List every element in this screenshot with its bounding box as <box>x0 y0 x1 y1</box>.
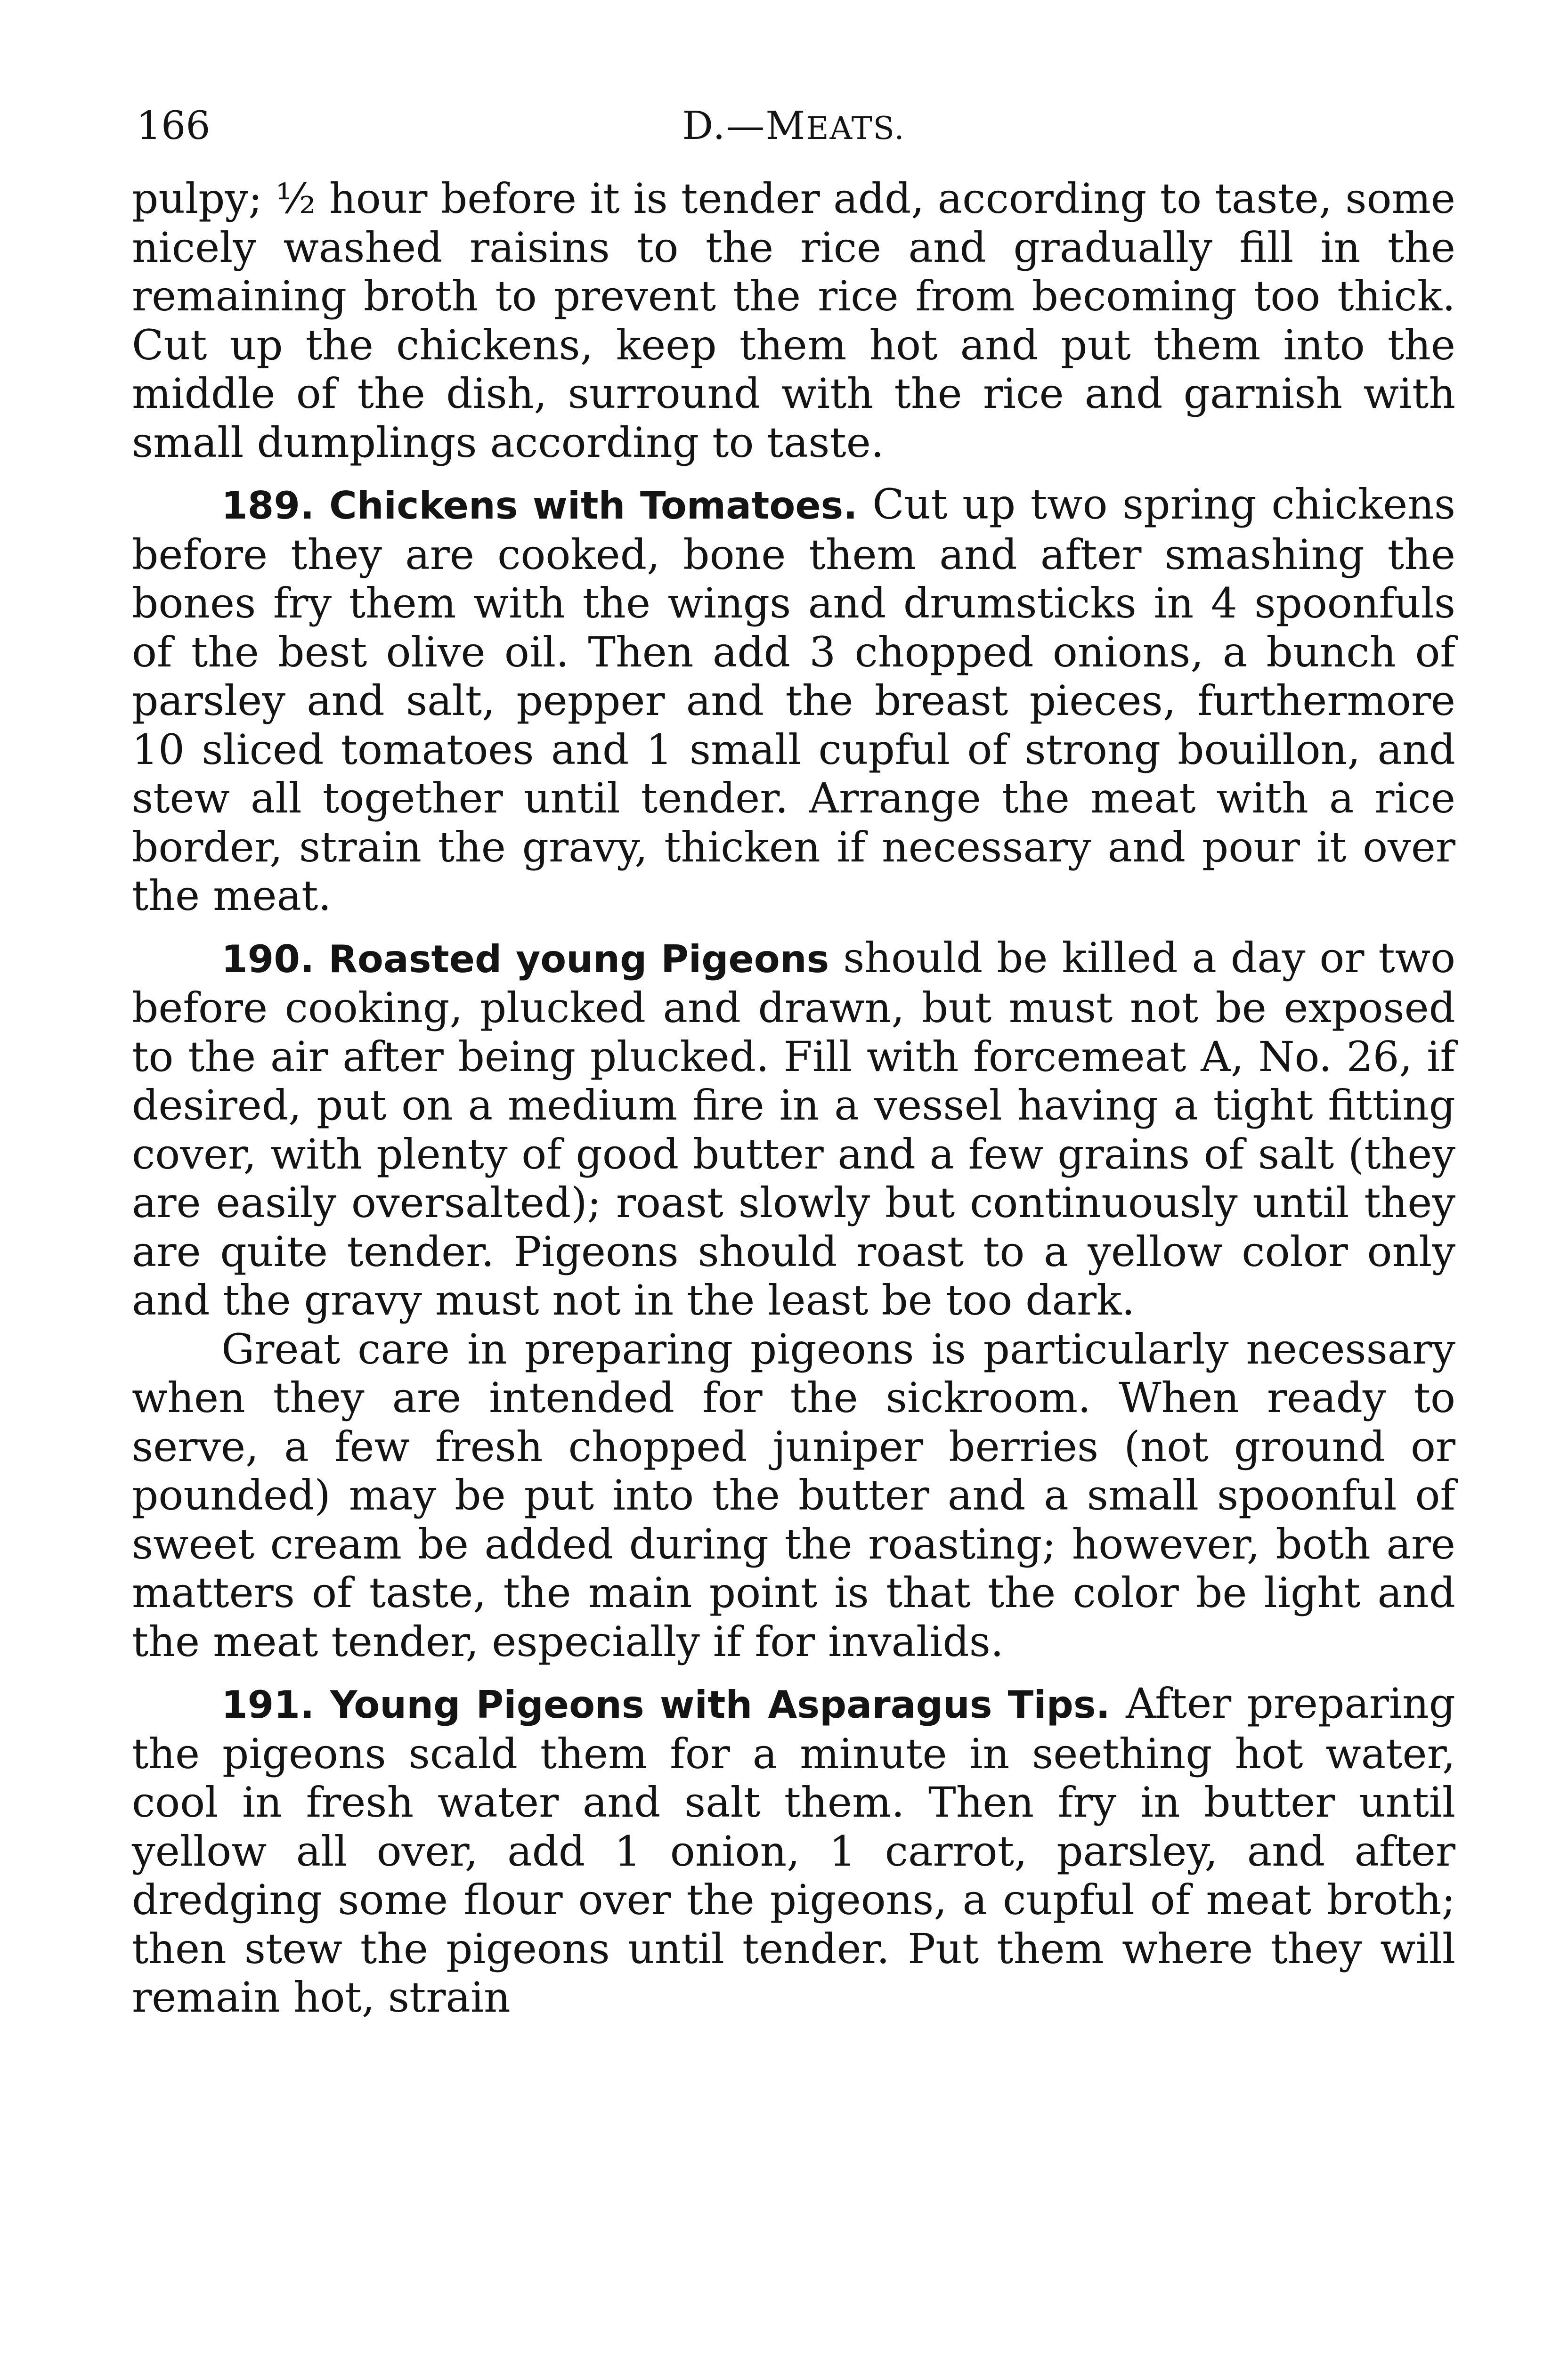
recipe-190-note: Great care in preparing pigeons is particularly necessary when they are intended for the sickroom. When ready to serve, a few fresh chopped juniper berries (not ground or pounded) may be put into the butter and a small spoonful of sweet cream be added during the roasting; however, both are matters of taste, the main point is that the color be light and the meat tender, especially if for invalids. <box>132 1324 1455 1666</box>
recipe-text: should be killed a day or two before cooking, plucked and drawn, but must not be exposed to the air after being plucked. Fill with forcemeat A, No. 26, if desired, put on a medium fire in a vessel having a tight fitting cover, with plenty of good butter and a few grains of salt (they are easily oversalted); roast slowly but continuously until they are quite tender. Pigeons should roast to a yellow color only and the gravy must not in the least be too dark. <box>132 933 1455 1324</box>
recipe-191 <box>132 1679 1455 2022</box>
section-prefix: D.— <box>682 104 766 148</box>
recipe-text: Cut up two spring chickens before they are cooked, bone them and after smashing the bones fry them with the wings and drumsticks in 4 spoonfuls of the best olive oil. Then add 3 chopped onions, a bunch of parsley and salt, pepper and the breast pieces, furthermore 10 sliced tomatoes and 1 small cupful of strong bouillon, and stew all together until tender. Arrange the meat with a rice border, strain the gravy, thicken if necessary and pour it over the meat. <box>132 480 1455 920</box>
page-number: 166 <box>137 104 211 148</box>
recipe-title: Young Pigeons with Asparagus Tips. <box>330 1683 1110 1727</box>
recipe-number: 190. <box>221 937 315 981</box>
recipe-text: After preparing the pigeons scald them for a minute in seething hot water, cool in fresh water and salt them. Then fry in butter until yellow all over, add 1 onion, 1 carrot, parsley, and after dredging some flour over the pigeons, a cupful of meat broth; then stew the pigeons until tender. Put them where they will remain hot, strain <box>132 1679 1455 2022</box>
section-rest: EATS. <box>806 110 905 146</box>
book-page <box>132 104 1455 2022</box>
recipe-189 <box>132 480 1455 920</box>
recipe-190 <box>132 934 1455 1325</box>
running-head <box>132 104 1455 174</box>
continued-paragraph: pulpy; ½ hour before it is tender add, according to taste, some nicely washed raisins to the rice and gradually fill in the remaining broth to prevent the rice from becoming too thick. Cut up the chickens, keep them hot and put them into the middle of the dish, surround with the rice and garnish with small dumplings according to taste. <box>132 174 1455 467</box>
recipe-title: Chickens with Tomatoes. <box>329 484 858 528</box>
recipe-number: 191. <box>221 1683 315 1727</box>
section-initial: M <box>765 104 806 148</box>
recipe-number: 189. <box>221 484 315 528</box>
section-title <box>132 104 1455 148</box>
recipe-title: Roasted young Pigeons <box>328 937 829 981</box>
